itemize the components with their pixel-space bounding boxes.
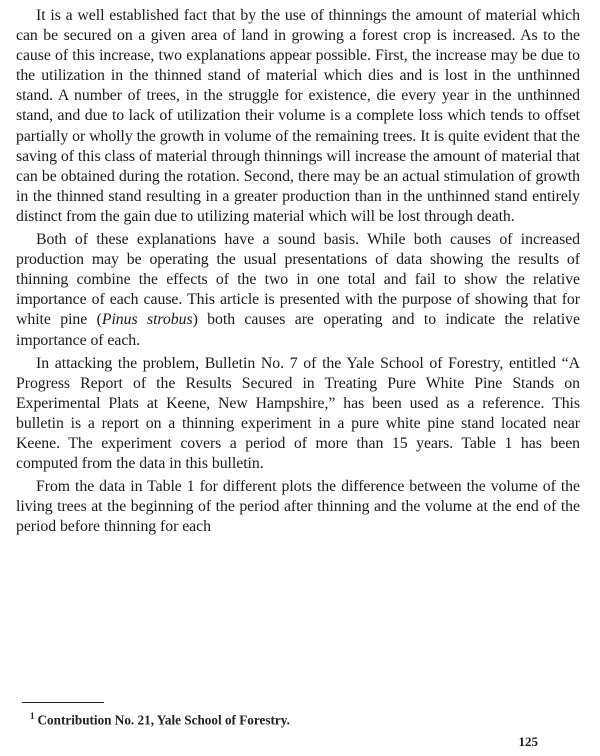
page-number: 125 (518, 734, 538, 749)
paragraph-explanations-after: ) both causes are operating and to indicate the relative importance of each. (16, 311, 580, 349)
paragraph-explanations (16, 230, 580, 351)
footnote (30, 708, 290, 728)
paragraph-table-data: From the data in Table 1 for different plots the difference between the volume of the living trees at the beginning of the period after thinning and the volume at the end of the period before thinning for each (16, 478, 580, 536)
paragraph-explanations-before: Both of these explanations have a sound basis. While both causes of increased production may be operating the usual presentations of data showing the results of thinning combine the effects of the two in one total and fail to show the relative importance of each cause. This article is presented with the purpose of showing that for white pine ( (16, 231, 580, 329)
paragraph-bulletin-reference: In attacking the problem, Bulletin No. 7 of the Yale School of Forestry, entitled “A Progress Report of the Results Secured in Treating Pure White Pine Stands on Experimental Plats at Keene, New Hampshire,” has been used as a reference. This bulletin is a report on a thinning experiment in a pure white pine stand located near Keene. The experiment covers a period of more than 15 years. Table 1 has been computed from the data in this bulletin. (16, 354, 580, 473)
paragraph-thinning-intro: It is a well established fact that by the use of thinnings the amount of material which can be secured on a given area of land in growing a forest crop is increased. As to the cause of this increase, two explanations appear possible. First, the increase may be due to the utilization in the thinned stand of material which dies and is lost in the unthinned stand. A number of trees, in the struggle for existence, die every year in the unthinned stand, and due to lack of utilization their volume is a complete loss which tends to offset partially or wholly the growth in volume of the remaining trees. It is quite evident that the saving of this class of material through thinnings will increase the amount of material that can be obtained during the rotation. Second, there may be an actual stimulation of growth in the thinned stand resulting in a greater production than in the unthinned stand entirely distinct from the gain due to utilizing material which will be lost through death. (16, 7, 580, 225)
page-body (16, 6, 580, 537)
species-name: Pinus strobus (101, 311, 193, 329)
footnote-text: Contribution No. 21, Yale School of Forestry. (37, 712, 290, 728)
footnote-marker: 1 (30, 711, 35, 721)
footnote-divider (22, 702, 104, 703)
